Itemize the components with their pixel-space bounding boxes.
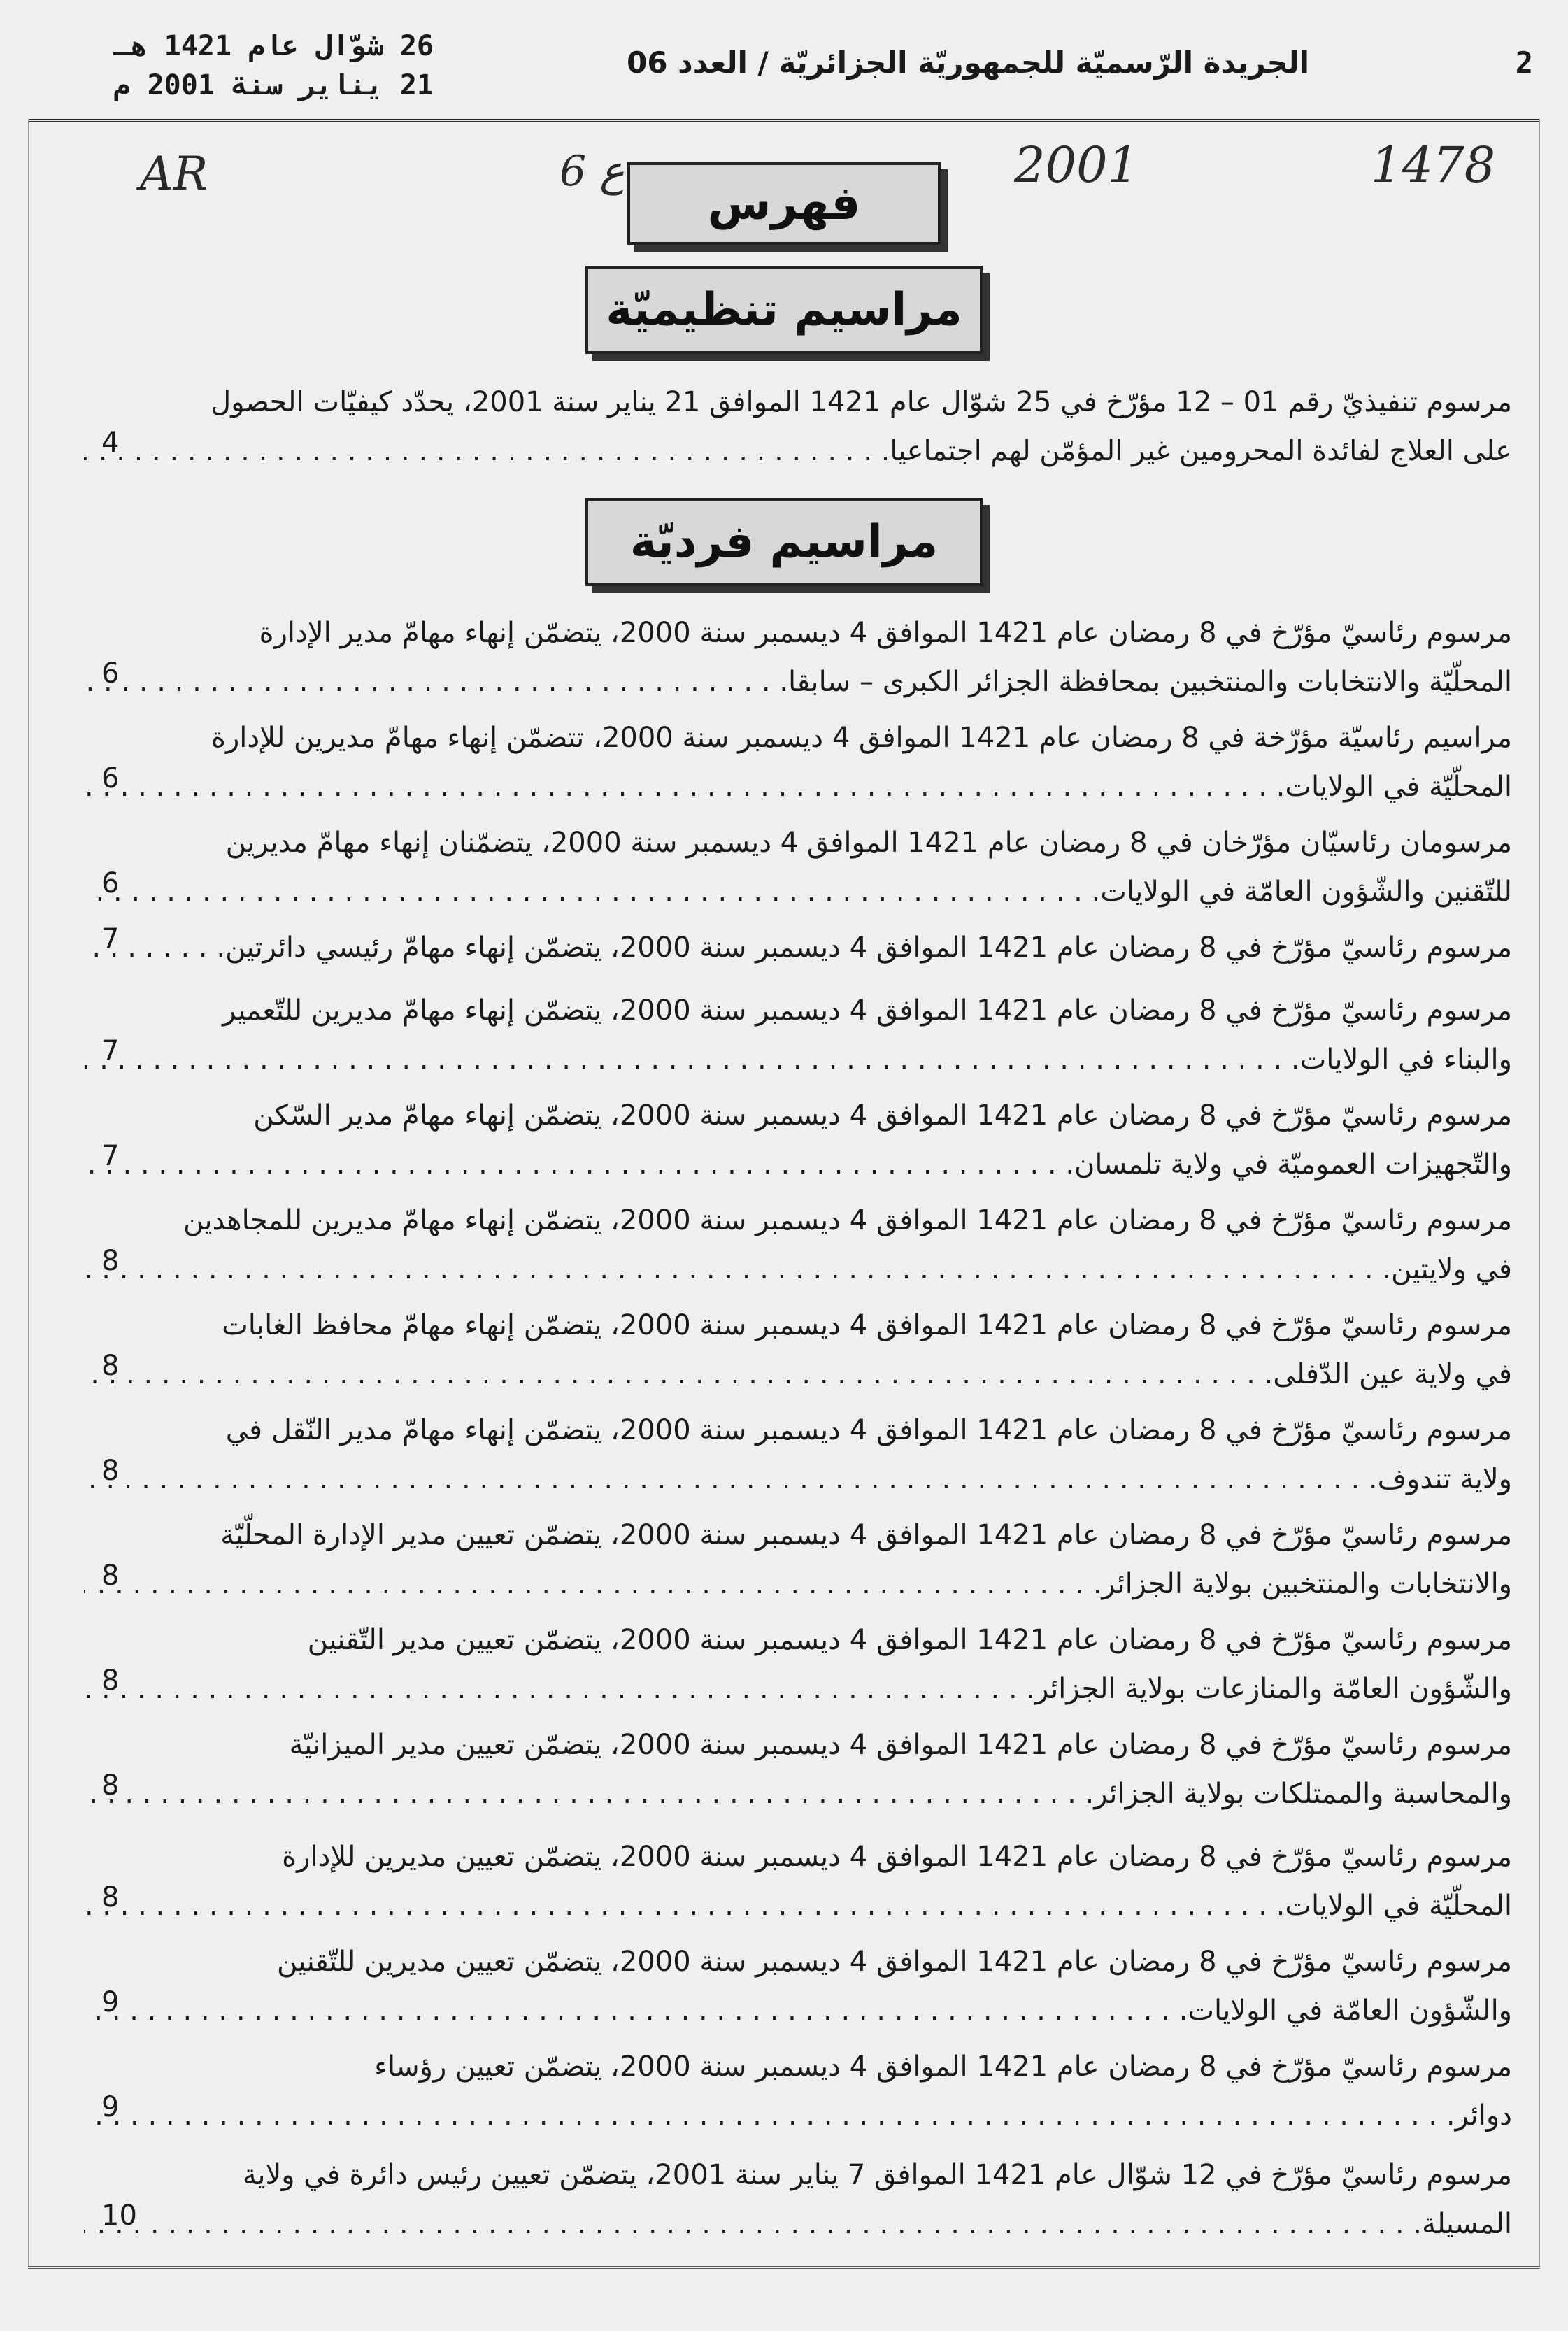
frame-right-rule: [1539, 119, 1540, 2266]
toc-entry[interactable]: [84, 1301, 1512, 1399]
toc-entry-page: 8: [101, 1455, 120, 1487]
toc-entry-page: 10: [101, 2200, 137, 2232]
toc-entry[interactable]: [84, 1091, 1512, 1189]
toc-entry-line2: دوائر. . . .: [84, 2091, 1512, 2140]
page-header: [28, 21, 1540, 122]
toc-entry-line1: مرسوم رئاسيّ مؤرّخ في 8 رمضان عام 1421 الموافق 4 ديسمبر سنة 2000، يتضمّن إنهاء مهامّ رئيسي دائرتين. . . .: [84, 923, 1512, 972]
date-gregorian: 21 يناير سنة 2001 م: [113, 69, 434, 101]
toc-entry-page: 7: [101, 1035, 120, 1067]
toc-entry-line2: والانتخابات والمنتخبين بولاية الجزائر. . . .: [84, 1560, 1512, 1609]
toc-entry-line1: مرسوم رئاسيّ مؤرّخ في 8 رمضان عام 1421 الموافق 4 ديسمبر سنة 2000، يتضمّن تعيين رؤساء: [374, 2051, 1512, 2083]
toc-entry-line2: المحلّيّة في الولايات. . . .: [84, 762, 1512, 811]
toc-entry[interactable]: [84, 2042, 1512, 2140]
toc-entry-page: 6: [101, 657, 120, 690]
gazette-title: الجريدة الرّسميّة للجمهوريّة الجزائريّة / العدد 06: [627, 45, 1309, 80]
toc-entry-line1: مرسوم رئاسيّ مؤرّخ في 8 رمضان عام 1421 الموافق 4 ديسمبر سنة 2000، يتضمّن إنهاء مهامّ مدير الإدارة: [259, 617, 1512, 649]
toc-entry-line2: ولاية تندوف. . . .: [84, 1455, 1512, 1504]
toc-entry-line1: مرسوم تنفيذيّ رقم 01 – 12 مؤرّخ في 25 شوّال عام 1421 الموافق 21 يناير سنة 2001، يحدّد كيفيّات الحصول: [211, 386, 1512, 418]
date-hijri: 26 شوّال عام 1421 هـ: [113, 30, 434, 62]
toc-entry-page: 9: [101, 1986, 120, 2018]
index-heading: [627, 162, 941, 245]
toc-entry[interactable]: [84, 818, 1512, 916]
toc-entry-line2: في ولاية عين الدّفلى. . . .: [84, 1350, 1512, 1399]
regulatory-decrees-heading: [585, 266, 983, 354]
handwritten-year: 2001: [1014, 136, 1139, 194]
toc-entry-line2: والمحاسبة والممتلكات بولاية الجزائر. . . .: [84, 1769, 1512, 1818]
toc-entry[interactable]: [84, 1832, 1512, 1930]
toc-entry-page: 8: [101, 1350, 120, 1382]
toc-entry[interactable]: [84, 1720, 1512, 1818]
frame-left-rule: [28, 119, 29, 2266]
toc-entry[interactable]: [84, 713, 1512, 811]
toc-entry-page: 8: [101, 1769, 120, 1802]
toc-entry-line2: والشّؤون العامّة والمنازعات بولاية الجزائر. . . .: [84, 1665, 1512, 1713]
toc-entry[interactable]: [84, 986, 1512, 1084]
toc-entry-page: 6: [101, 867, 120, 899]
toc-entry[interactable]: [84, 1406, 1512, 1504]
handwritten-mark-middle: 6 ع: [560, 147, 625, 196]
toc-entry-line1: مرسوم رئاسيّ مؤرّخ في 8 رمضان عام 1421 الموافق 4 ديسمبر سنة 2000، يتضمّن إنهاء مهامّ محافظ الغابات: [222, 1309, 1512, 1341]
regulatory-decrees-heading-text: مراسيم تنظيميّة: [606, 284, 962, 336]
toc-entry-line2: والشّؤون العامّة في الولايات. . . .: [84, 1986, 1512, 2035]
toc-entry[interactable]: [84, 923, 1512, 972]
toc-entry-line2: على العلاج لفائدة المحرومين غير المؤمّن لهم اجتماعيا. . . .: [84, 427, 1512, 476]
individual-decrees-heading-text: مراسيم فرديّة: [629, 516, 939, 568]
toc-entry[interactable]: [84, 1196, 1512, 1294]
toc-entry[interactable]: [84, 1511, 1512, 1609]
toc-entry-page: 8: [101, 1881, 120, 1913]
issue-dates: [42, 27, 434, 105]
toc-entry-line1: مرسوم رئاسيّ مؤرّخ في 12 شوّال عام 1421 الموافق 7 يناير سنة 2001، يتضمّن تعيين رئيس دائرة في ولاية: [242, 2159, 1512, 2191]
handwritten-mark-left: AR: [140, 147, 208, 201]
toc-entry-line2: للتّقنين والشّؤون العامّة في الولايات. . . .: [84, 867, 1512, 916]
toc-entry-line1: مرسوم رئاسيّ مؤرّخ في 8 رمضان عام 1421 الموافق 4 ديسمبر سنة 2000، يتضمّن إنهاء مهامّ مدير النّقل في: [225, 1414, 1512, 1446]
toc-entry[interactable]: [84, 1937, 1512, 2035]
toc-entry[interactable]: [84, 1616, 1512, 1713]
toc-entry-line1: مرسوم رئاسيّ مؤرّخ في 8 رمضان عام 1421 الموافق 4 ديسمبر سنة 2000، يتضمّن تعيين مدير الإدارة المحلّيّة: [220, 1519, 1512, 1551]
toc-entry[interactable]: [84, 608, 1512, 706]
toc-entry-line1: مرسوم رئاسيّ مؤرّخ في 8 رمضان عام 1421 الموافق 4 ديسمبر سنة 2000، يتضمّن إنهاء مهامّ مديرين للمجاهدين: [183, 1204, 1512, 1236]
toc-entry-line2: في ولايتين. . . .: [84, 1245, 1512, 1294]
bottom-rule: [28, 2266, 1540, 2269]
toc-entry-line1: مرسوم رئاسيّ مؤرّخ في 8 رمضان عام 1421 الموافق 4 ديسمبر سنة 2000، يتضمّن تعيين مدير التّقنين: [307, 1624, 1512, 1656]
toc-entry-page: 8: [101, 1245, 120, 1277]
index-heading-text: فهرس: [707, 176, 861, 230]
toc-entry-line1: مرسومان رئاسيّان مؤرّخان في 8 رمضان عام 1421 الموافق 4 ديسمبر سنة 2000، يتضمّنان إنهاء مهامّ مديرين: [225, 827, 1512, 859]
toc-entry-line2: المحلّيّة والانتخابات والمنتخبين بمحافظة الجزائر الكبرى – سابقا. . . .: [84, 657, 1512, 706]
toc-entry[interactable]: [84, 378, 1512, 476]
toc-entry-page: 7: [101, 923, 120, 955]
toc-entry-page: 6: [101, 762, 120, 794]
toc-entry-line2: المحلّيّة في الولايات. . . .: [84, 1881, 1512, 1930]
toc-entry-line2: والبناء في الولايات. . . .: [84, 1035, 1512, 1084]
toc-entry-line2: والتّجهيزات العموميّة في ولاية تلمسان. . . .: [84, 1140, 1512, 1189]
toc-entry-line1: مرسوم رئاسيّ مؤرّخ في 8 رمضان عام 1421 الموافق 4 ديسمبر سنة 2000، يتضمّن إنهاء مهامّ مديرين للتّعمير: [222, 995, 1512, 1027]
toc-entry-line1: مراسيم رئاسيّة مؤرّخة في 8 رمضان عام 1421 الموافق 4 ديسمبر سنة 2000، تتضمّن إنهاء مهامّ مديرين للإدارة: [211, 722, 1512, 754]
toc-entry[interactable]: [84, 2151, 1512, 2248]
toc-entry-page: 4: [101, 427, 120, 459]
toc-entry-line2: المسيلة. . . .: [84, 2200, 1512, 2248]
toc-entry-line1: مرسوم رئاسيّ مؤرّخ في 8 رمضان عام 1421 الموافق 4 ديسمبر سنة 2000، يتضمّن تعيين مدير الميزانيّة: [289, 1729, 1512, 1761]
handwritten-number: 1478: [1371, 136, 1496, 194]
toc-entry-page: 9: [101, 2091, 120, 2123]
toc-entry-line1: مرسوم رئاسيّ مؤرّخ في 8 رمضان عام 1421 الموافق 4 ديسمبر سنة 2000، يتضمّن إنهاء مهامّ مدير السّكن: [253, 1099, 1512, 1132]
toc-entry-page: 8: [101, 1665, 120, 1697]
toc-entry-page: 8: [101, 1560, 120, 1592]
toc-entry-page: 7: [101, 1140, 120, 1172]
individual-decrees-heading: [585, 498, 983, 586]
toc-entry-line1: مرسوم رئاسيّ مؤرّخ في 8 رمضان عام 1421 الموافق 4 ديسمبر سنة 2000، يتضمّن تعيين مديرين للتّقنين: [277, 1946, 1512, 1978]
toc-entry-line1: مرسوم رئاسيّ مؤرّخ في 8 رمضان عام 1421 الموافق 4 ديسمبر سنة 2000، يتضمّن تعيين مديرين للإدارة: [282, 1841, 1512, 1873]
page-number: 2: [1515, 45, 1533, 80]
